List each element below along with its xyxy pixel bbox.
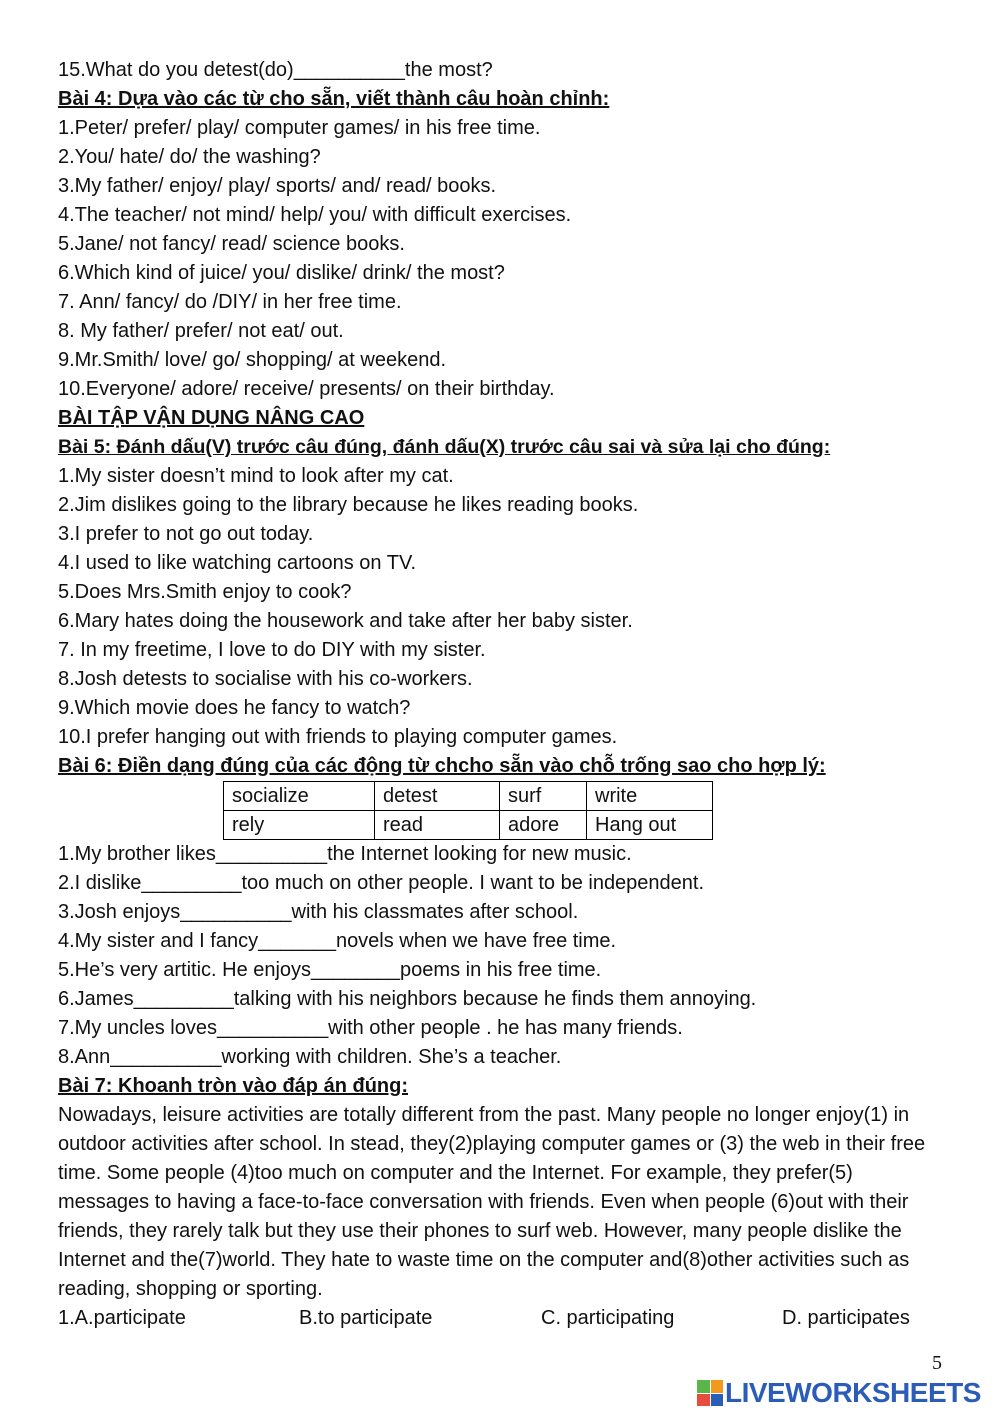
list-item: 10.I prefer hanging out with friends to playing computer games.: [58, 726, 618, 748]
list-item: 10.Everyone/ adore/ receive/ presents/ on their birthday.: [58, 378, 555, 400]
list-item: 8.Josh detests to socialise with his co-workers.: [58, 668, 473, 690]
exercise-6-list: [58, 840, 938, 1072]
table-row: [224, 782, 713, 811]
list-item: 1.My brother likes__________the Internet looking for new music.: [58, 843, 632, 865]
list-item: 4.I used to like watching cartoons on TV.: [58, 552, 416, 574]
liveworksheets-logo: [697, 1377, 981, 1409]
word-cell: socialize: [224, 782, 375, 811]
question-15: 15.What do you detest(do)__________the most?: [58, 59, 493, 81]
list-item: 9.Mr.Smith/ love/ go/ shopping/ at weekend.: [58, 349, 446, 371]
worksheet-page: [58, 56, 938, 1333]
word-cell: detest: [375, 782, 500, 811]
list-item: 2.Jim dislikes going to the library because he likes reading books.: [58, 494, 639, 516]
exercise-7-passage: Nowadays, leisure activities are totally different from the past. Many people no longer enjoy(1) in outdoor activities after school. In stead, they(2)playing computer games or (3) the web in their free time. Some people (4)too much on computer and the Internet. For example, they prefer(5) messages to having a face-to-face conversation with friends. Even when people (6)out with their friends, they rarely talk but they use their phones to surf web. However, many people dislike the Internet and the(7)world. They hate to waste time on the computer and(8)other activities such as reading, shopping or sporting.: [58, 1104, 926, 1300]
table-row: [224, 811, 713, 840]
list-item: 4.My sister and I fancy_______novels when we have free time.: [58, 930, 617, 952]
list-item: 6.James_________talking with his neighbors because he finds them annoying.: [58, 988, 757, 1010]
list-item: 6.Which kind of juice/ you/ dislike/ drink/ the most?: [58, 262, 505, 284]
word-cell: surf: [500, 782, 587, 811]
page-number: 5: [932, 1352, 942, 1374]
list-item: 5.Jane/ not fancy/ read/ science books.: [58, 233, 405, 255]
exercise-5-title: Bài 5: Đánh dấu(V) trước câu đúng, đánh dấu(X) trước câu sai và sửa lại cho đúng:: [58, 436, 831, 458]
list-item: 2.You/ hate/ do/ the washing?: [58, 146, 321, 168]
advanced-section-title: BÀI TẬP VẬN DỤNG NÂNG CAO: [58, 407, 365, 429]
exercise-7-title: Bài 7: Khoanh tròn vào đáp án đúng:: [58, 1075, 408, 1097]
word-cell: write: [587, 782, 713, 811]
question-1-options: [58, 1304, 938, 1333]
word-cell: adore: [500, 811, 587, 840]
list-item: 3.Josh enjoys__________with his classmates after school.: [58, 901, 579, 923]
option-d: D. participates: [782, 1307, 910, 1329]
list-item: 6.Mary hates doing the housework and take after her baby sister.: [58, 610, 633, 632]
word-bank-table: [223, 781, 713, 840]
exercise-6-title: Bài 6: Điền dạng đúng của các động từ chcho sẵn vào chỗ trống sao cho hợp lý:: [58, 755, 826, 777]
option-c: C. participating: [541, 1307, 675, 1329]
logo-text: LIVEWORKSHEETS: [725, 1377, 981, 1408]
list-item: 4.The teacher/ not mind/ help/ you/ with difficult exercises.: [58, 204, 572, 226]
list-item: 3.My father/ enjoy/ play/ sports/ and/ read/ books.: [58, 175, 497, 197]
list-item: 2.I dislike_________too much on other people. I want to be independent.: [58, 872, 705, 894]
exercise-4-list: [58, 114, 938, 404]
list-item: 1.Peter/ prefer/ play/ computer games/ in his free time.: [58, 117, 541, 139]
list-item: 8.Ann__________working with children. She’s a teacher.: [58, 1046, 562, 1068]
list-item: 7. In my freetime, I love to do DIY with my sister.: [58, 639, 486, 661]
list-item: 3.I prefer to not go out today.: [58, 523, 314, 545]
exercise-4-title: Bài 4: Dựa vào các từ cho sẵn, viết thành câu hoàn chỉnh:: [58, 88, 610, 110]
list-item: 1.My sister doesn’t mind to look after my cat.: [58, 465, 454, 487]
list-item: 8. My father/ prefer/ not eat/ out.: [58, 320, 344, 342]
exercise-5-list: [58, 462, 938, 752]
logo-grid-icon: [697, 1380, 723, 1406]
list-item: 7. Ann/ fancy/ do /DIY/ in her free time.: [58, 291, 402, 313]
word-cell: Hang out: [587, 811, 713, 840]
word-cell: read: [375, 811, 500, 840]
option-a: 1.A.participate: [58, 1307, 186, 1329]
list-item: 7.My uncles loves__________with other people . he has many friends.: [58, 1017, 683, 1039]
option-b: B.to participate: [299, 1307, 433, 1329]
list-item: 5.He’s very artitic. He enjoys________poems in his free time.: [58, 959, 602, 981]
list-item: 5.Does Mrs.Smith enjoy to cook?: [58, 581, 352, 603]
list-item: 9.Which movie does he fancy to watch?: [58, 697, 411, 719]
word-cell: rely: [224, 811, 375, 840]
